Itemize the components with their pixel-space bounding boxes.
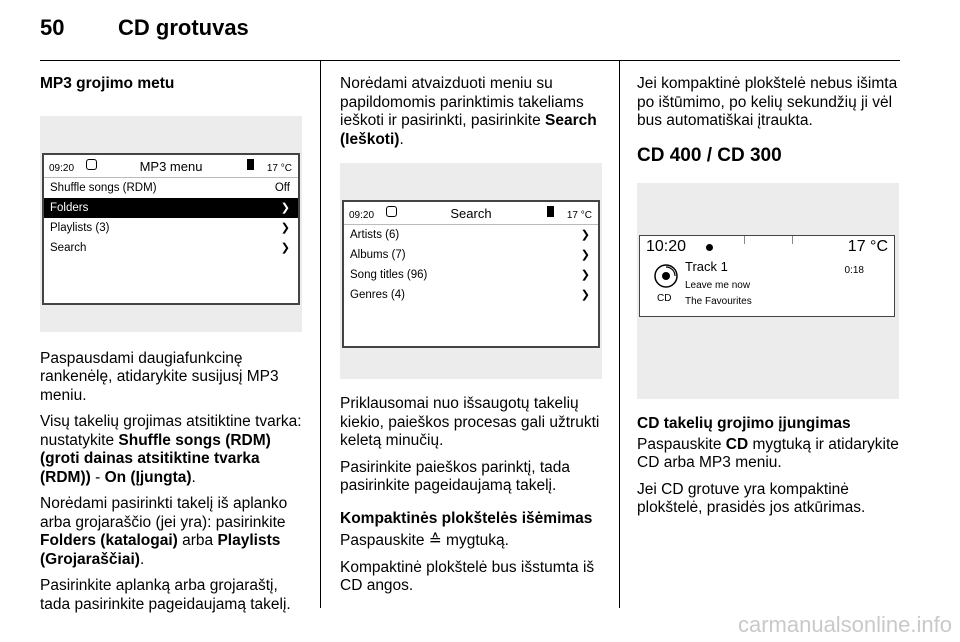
menu-row-label: Search bbox=[50, 241, 87, 254]
text: Norėdami pasirinkti takelį iš aplanko arba grojaraščio (jei yra): pasirinkite bbox=[40, 495, 288, 531]
menu-row-label: Shuffle songs (RDM) bbox=[50, 181, 157, 194]
bold-term: CD bbox=[725, 435, 749, 453]
status-dot-icon bbox=[706, 244, 713, 251]
section-heading-cd-model: CD 400 / CD 300 bbox=[637, 144, 782, 166]
text: . bbox=[399, 130, 404, 148]
menu-row-albums[interactable] bbox=[344, 245, 598, 265]
watermark: carmanualsonline.info bbox=[737, 612, 952, 637]
divider-tick bbox=[744, 236, 745, 244]
phone-icon bbox=[247, 159, 254, 170]
chevron-right-icon: ❯ bbox=[580, 289, 590, 301]
song-name: Leave me now bbox=[685, 280, 751, 291]
temperature: 17 °C bbox=[566, 210, 592, 221]
menu-title: Search bbox=[450, 206, 492, 221]
menu-row-label: Folders bbox=[50, 201, 89, 214]
clock-time: 09:20 bbox=[49, 162, 75, 174]
header-rule bbox=[40, 60, 900, 61]
menu-row-folders[interactable] bbox=[44, 198, 298, 218]
text: mygtuką. bbox=[441, 532, 509, 549]
menu-row-label: Artists (6) bbox=[350, 229, 400, 241]
chevron-right-icon: ❯ bbox=[580, 249, 590, 261]
artist-name: The Favourites bbox=[685, 296, 752, 307]
chevron-right-icon: ❯ bbox=[580, 229, 590, 241]
section-heading-mp3: MP3 grojimo metu bbox=[40, 75, 175, 92]
text: Visų takelių grojimas atsitiktine tvarka: nustatykite bbox=[40, 413, 302, 449]
text: Paspauskite bbox=[340, 532, 429, 549]
paragraph: Kompaktinė plokštelė bus išstumta iš CD angos. bbox=[340, 558, 595, 594]
cd-player-screenshot bbox=[637, 183, 899, 399]
track-title: Track 1 bbox=[685, 259, 728, 274]
text: . bbox=[139, 550, 145, 568]
bold-term: Folders (katalogai) bbox=[40, 532, 178, 549]
chevron-right-icon: ❯ bbox=[280, 221, 290, 234]
column-divider-2 bbox=[619, 60, 620, 608]
menu-row-label: Song titles (96) bbox=[350, 269, 428, 281]
text: mygtuką ir atidarykite CD arba MP3 meniu. bbox=[637, 435, 899, 471]
paragraph bbox=[340, 75, 606, 149]
text: Paspauskite bbox=[637, 435, 726, 453]
bold-term: Search (Ieškoti) bbox=[340, 112, 597, 148]
bold-heading: Kompaktinės plokštelės išėmimas bbox=[340, 509, 593, 527]
paragraph bbox=[637, 436, 905, 473]
column-3 bbox=[637, 75, 905, 526]
bold-term: Playlists (Grojaraščiai) bbox=[40, 532, 281, 568]
paragraph bbox=[340, 532, 606, 551]
search-menu-display bbox=[342, 200, 600, 348]
menu-title: MP3 menu bbox=[139, 158, 203, 174]
column-divider-1 bbox=[320, 60, 321, 608]
menu-row-shuffle[interactable] bbox=[44, 178, 298, 198]
text: - bbox=[90, 468, 105, 486]
paragraph: Pasirinkite paieškos parinktį, tada pasirinkite pageidaujamą takelį. bbox=[340, 458, 571, 494]
paragraph bbox=[40, 413, 308, 487]
section-heading-eject bbox=[340, 510, 606, 529]
clock-time: 10:20 bbox=[646, 238, 687, 255]
paragraph: Paspausdami daugiafunkcinę rankenėlę, atidarykite susijusį MP3 meniu. bbox=[40, 349, 279, 404]
mp3-menu-screenshot bbox=[40, 116, 302, 332]
temperature: 17 °C bbox=[266, 162, 292, 174]
paragraph: Pasirinkite aplanką arba grojaraštį, tada pasirinkite pageidaujamą takelį. bbox=[40, 577, 291, 613]
eject-icon: ≙ bbox=[428, 532, 442, 549]
text: . bbox=[191, 468, 196, 486]
bold-term: On (Įjungta) bbox=[104, 468, 192, 486]
paragraph bbox=[40, 495, 308, 569]
chevron-right-icon: ❯ bbox=[580, 269, 590, 281]
menu-row-label: Genres (4) bbox=[350, 289, 405, 301]
search-menu-screenshot bbox=[340, 163, 602, 379]
chevron-right-icon: ❯ bbox=[280, 201, 290, 214]
section-heading-cd-play bbox=[637, 415, 905, 434]
source-label: CD bbox=[657, 293, 672, 304]
chapter-title: CD grotuvas bbox=[118, 15, 249, 40]
chevron-right-icon: ❯ bbox=[280, 241, 290, 254]
menu-row-label: Albums (7) bbox=[350, 249, 406, 261]
divider-tick bbox=[792, 236, 793, 244]
paragraph: Jei CD grotuve yra kompaktinė plokštelė, prasidės jos atkūrimas. bbox=[637, 480, 866, 516]
clock-time: 09:20 bbox=[349, 210, 375, 221]
menu-row-playlists[interactable] bbox=[44, 218, 298, 238]
display-status-bar bbox=[640, 236, 894, 256]
cd-disc-icon bbox=[654, 264, 678, 288]
temperature: 17 °C bbox=[847, 238, 888, 255]
menu-row-genres[interactable] bbox=[344, 285, 598, 305]
elapsed-time: 0:18 bbox=[844, 265, 864, 276]
cd-display bbox=[639, 235, 895, 317]
column-2 bbox=[340, 75, 606, 604]
menu-row-artists[interactable] bbox=[344, 225, 598, 245]
text: Norėdami atvaizduoti meniu su papildomomis parinktimis takeliams ieškoti ir pasirinkti, pasirinkite bbox=[340, 75, 584, 129]
menu-row-label: Playlists (3) bbox=[50, 221, 110, 234]
paragraph: Jei kompaktinė plokštelė nebus išimta po ištūmimo, po kelių sekundžių ji vėl bus automatiškai įtraukta. bbox=[637, 75, 898, 129]
menu-row-search[interactable] bbox=[44, 238, 298, 258]
page-number: 50 bbox=[40, 15, 65, 40]
menu-row-value: Off bbox=[274, 181, 290, 194]
mp3-menu-display bbox=[42, 153, 300, 305]
column-1 bbox=[40, 75, 308, 622]
page-header bbox=[40, 15, 249, 41]
display-status-bar bbox=[44, 155, 298, 178]
bold-term: Shuffle songs (RDM) (groti dainas atsitiktine tvarka (RDM)) bbox=[40, 431, 271, 486]
paragraph: Priklausomai nuo išsaugotų takelių kiekio, paieškos procesas gali užtrukti keletą minučių. bbox=[340, 395, 600, 449]
text: arba bbox=[177, 532, 218, 549]
display-status-bar bbox=[344, 202, 598, 225]
menu-row-song-titles[interactable] bbox=[344, 265, 598, 285]
bold-heading: CD takelių grojimo įjungimas bbox=[637, 415, 851, 432]
phone-icon bbox=[547, 206, 554, 217]
